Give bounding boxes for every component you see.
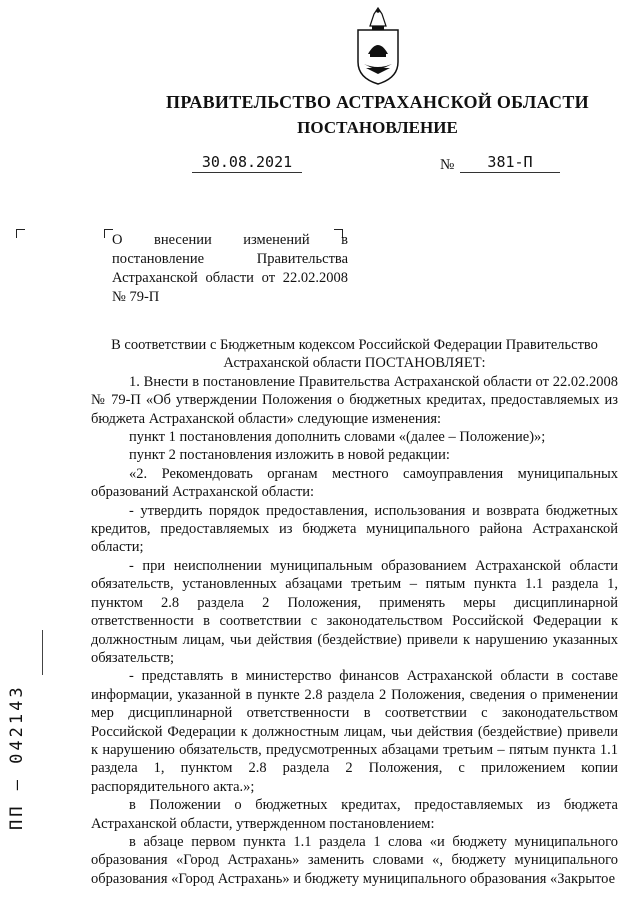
paragraph: - утвердить порядок предоставления, использования и возврата бюджетных кредитов, предоставляемых из бюджета муниципального района Астраханской области; (91, 502, 618, 556)
document-date: 30.08.2021 (192, 153, 302, 173)
document-type: ПОСТАНОВЛЕНИЕ (297, 118, 458, 137)
government-title: ПРАВИТЕЛЬСТВО АСТРАХАНСКОЙ ОБЛАСТИ (166, 92, 589, 112)
serial-number: ПП – 042143 (7, 684, 27, 830)
astrakhan-coat-of-arms-icon (348, 6, 408, 86)
document-body (91, 336, 618, 888)
paragraph: пункт 1 постановления дополнить словами «(далее – Положение)»; (129, 429, 546, 446)
corner-mark (16, 229, 25, 238)
paragraph: - представлять в министерство финансов Астраханской области в составе информации, указанной в пункте 2.8 раздела 2 Положения, сведения о применении мер дисциплинарной ответственности в соответствии с законодательством Российской Федерации к должностным лицам, чьи действия (бездействие) привели к нарушению обязательств, предусмотренных абзацами третьим – пятым пункта 1.1 раздела 1, пунктом 2.8 раздела 2 Положения, с приложением копии распорядительного акта.»; (91, 668, 618, 795)
paragraph: в Положении о бюджетных кредитах, предоставляемых из бюджета Астраханской области, утвержденном постановлением: (91, 797, 618, 832)
number-sign: № (440, 157, 455, 173)
margin-line (42, 630, 43, 675)
paragraph: 1. Внести в постановление Правительства Астраханской области от 22.02.2008 № 79-П «Об утверждении Положения о бюджетных кредитах, предоставляемых из бюджета Астраханской области» следующие изменения: (91, 373, 618, 427)
document-subject: О внесении изменений в постановление Правительства Астраханской области от 22.02.2008 № 79-П (112, 232, 348, 305)
paragraph: - при неисполнении муниципальным образованием Астраханской области обязательств, установленных абзацами третьим – пятым пункта 1.1 раздела 1, пунктом 2.8 раздела 2 Положения, применять меры дисциплинарной ответственности в соответствии с законодательством Российской Федерации к должностным лицам, чьи действия (бездействие) привели к нарушению указанных обязательств; (91, 557, 618, 666)
paragraph: «2. Рекомендовать органам местного самоуправления муниципальных образований Астраханской области: (91, 465, 618, 501)
document-number: 381-П (460, 153, 560, 173)
paragraph: В соответствии с Бюджетным кодексом Российской Федерации Правительство Астраханской области ПОСТАНОВЛЯЕТ: (111, 337, 598, 372)
paragraph: в абзаце первом пункта 1.1 раздела 1 слова «и бюджету муниципального образования «Город Астрахань» заменить словами «, бюджету муниципального образования «Город Астрахань» и бюджету муниципального образования «Закрытое (91, 833, 618, 887)
paragraph: пункт 2 постановления изложить в новой редакции: (129, 447, 450, 464)
